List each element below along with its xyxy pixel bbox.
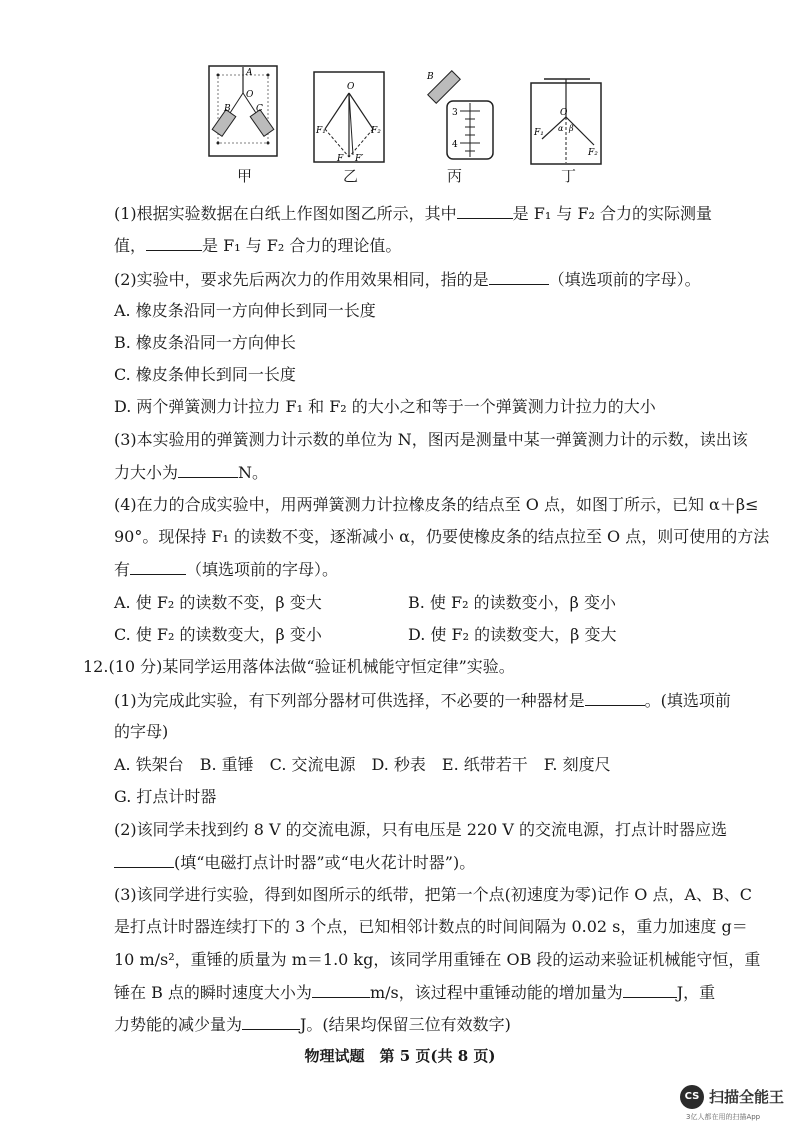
q12-part1-option-g: G. 打点计时器 xyxy=(114,787,217,806)
fig-ding-label-beta: β xyxy=(569,124,574,133)
q11-part4-option-b: B. 使 F₂ 的读数变小，β 变小 xyxy=(408,593,616,612)
q12-part1-line2: 的字母) xyxy=(114,722,169,741)
fig-bing-scale-bottom: 4 xyxy=(452,140,458,150)
fig-ding-label-f2: F₂ xyxy=(588,148,598,158)
fig-jia-label-a: A xyxy=(246,68,253,78)
fig-bing-scale-top: 3 xyxy=(452,108,458,118)
fig-yi-label-fp: F′ xyxy=(355,154,364,163)
page-footer: 物理试题 第 5 页(共 8 页) xyxy=(304,1047,496,1065)
fig-yi-label-f: F xyxy=(337,154,344,163)
q12-part3-line4: 锤在 B 点的瞬时速度大小为 m/s，该过程中重锤动能的增加量为 J，重 xyxy=(114,983,716,1002)
answer-blank[interactable] xyxy=(242,1013,300,1030)
answer-blank[interactable] xyxy=(585,689,645,706)
q12-part1-line1: (1)为完成此实验，有下列部分器材可供选择，不必要的一种器材是 。(填选项前 xyxy=(114,691,731,710)
answer-blank[interactable] xyxy=(146,234,202,251)
q11-part2-option-a: A. 橡皮条沿同一方向伸长到同一长度 xyxy=(114,301,376,320)
fig-ding-label-alpha: α xyxy=(558,124,564,133)
q11-part4-line3: 有 （填选项前的字母）。 xyxy=(114,560,339,579)
figure-yi xyxy=(313,71,385,163)
q11-part2-option-c: C. 橡皮条伸长到同一长度 xyxy=(114,365,296,384)
q11-part4-option-a: A. 使 F₂ 的读数不变，β 变大 xyxy=(114,593,322,612)
answer-blank[interactable] xyxy=(457,202,513,219)
q12-part3-line2: 是打点计时器连续打下的 3 个点，已知相邻计数点的时间间隔为 0.02 s，重力加速度 g＝ xyxy=(114,917,748,936)
q11-part3-line2: 力大小为 N。 xyxy=(114,463,269,482)
fig-yi-label-o: O xyxy=(347,82,355,92)
q12-stem: 12.(10 分)某同学运用落体法做“验证机械能守恒定律”实验。 xyxy=(83,657,515,676)
q11-part2-option-d: D. 两个弹簧测力计拉力 F₁ 和 F₂ 的大小之和等于一个弹簧测力计拉力的大小 xyxy=(114,397,656,416)
q11-part2-option-b: B. 橡皮条沿同一方向伸长 xyxy=(114,333,296,352)
q11-part1-line1: (1)根据实验数据在白纸上作图如图乙所示，其中 是 F₁ 与 F₂ 合力的实际测量 xyxy=(114,204,713,223)
answer-blank[interactable] xyxy=(114,851,174,868)
q11-part4-option-d: D. 使 F₂ 的读数变大，β 变大 xyxy=(408,625,617,644)
watermark-subtitle: 3亿人都在用的扫描App xyxy=(686,1113,761,1121)
fig-yi-label-f1: F₁ xyxy=(316,126,326,136)
answer-blank[interactable] xyxy=(130,558,186,575)
fig-label-ding: 丁 xyxy=(561,167,577,185)
answer-blank[interactable] xyxy=(178,461,238,478)
fig-ding-label-f1: F₁ xyxy=(534,128,544,138)
fig-yi-label-f2: F₂ xyxy=(371,126,381,136)
fig-bing-label: B xyxy=(427,72,434,82)
fig-jia-label-c: C xyxy=(256,104,263,114)
fig-label-jia: 甲 xyxy=(237,167,253,185)
q11-part4-option-c: C. 使 F₂ 的读数变大，β 变小 xyxy=(114,625,322,644)
q12-part3-line5: 力势能的减少量为 J。(结果均保留三位有效数字) xyxy=(114,1015,511,1034)
fig-label-yi: 乙 xyxy=(343,167,359,185)
q12-part2-line2: (填“电磁打点计时器”或“电火花计时器”)。 xyxy=(114,851,475,874)
answer-blank[interactable] xyxy=(312,981,370,998)
figure-jia xyxy=(208,65,278,157)
answer-blank[interactable] xyxy=(623,981,677,998)
q11-part4-line1: (4)在力的合成实验中，用两弹簧测力计拉橡皮条的结点至 O 点，如图丁所示，已知 α＋β≤ xyxy=(114,495,759,514)
fig-jia-label-b: B xyxy=(224,104,231,114)
camscanner-logo-icon: CS xyxy=(680,1085,704,1109)
q11-part2-stem: (2)实验中，要求先后两次力的作用效果相同，指的是 （填选项前的字母）。 xyxy=(114,270,701,289)
fig-ding-label-o: O xyxy=(560,108,568,118)
q11-part3-line1: (3)本实验用的弹簧测力计示数的单位为 N，图丙是测量中某一弹簧测力计的示数，读出该 xyxy=(114,430,748,449)
figure-ding xyxy=(530,75,602,165)
answer-blank[interactable] xyxy=(489,268,549,285)
q12-part1-options: A. 铁架台 B. 重锤 C. 交流电源 D. 秒表 E. 纸带若干 F. 刻度尺 xyxy=(114,755,611,774)
q12-part3-line3: 10 m/s²，重锤的质量为 m＝1.0 kg，该同学用重锤在 OB 段的运动来验证机械能守恒，重 xyxy=(114,950,761,969)
q12-part3-line1: (3)该同学进行实验，得到如图所示的纸带，把第一个点(初速度为零)记作 O 点，A、B、C xyxy=(114,885,752,904)
figure-bing xyxy=(415,67,497,163)
fig-label-bing: 丙 xyxy=(447,167,463,185)
fig-jia-label-o: O xyxy=(246,90,254,100)
watermark-name: 扫描全能王 xyxy=(709,1088,785,1106)
q11-part1-line2: 值， 是 F₁ 与 F₂ 合力的理论值。 xyxy=(114,236,402,255)
q11-part4-line2: 90°。现保持 F₁ 的读数不变，逐渐减小 α，仍要使橡皮条的结点拉至 O 点，则可使用的方法 xyxy=(114,527,770,546)
q12-part2-line1: (2)该同学未找到约 8 V 的交流电源，只有电压是 220 V 的交流电源，打点计时器应选 xyxy=(114,820,728,839)
